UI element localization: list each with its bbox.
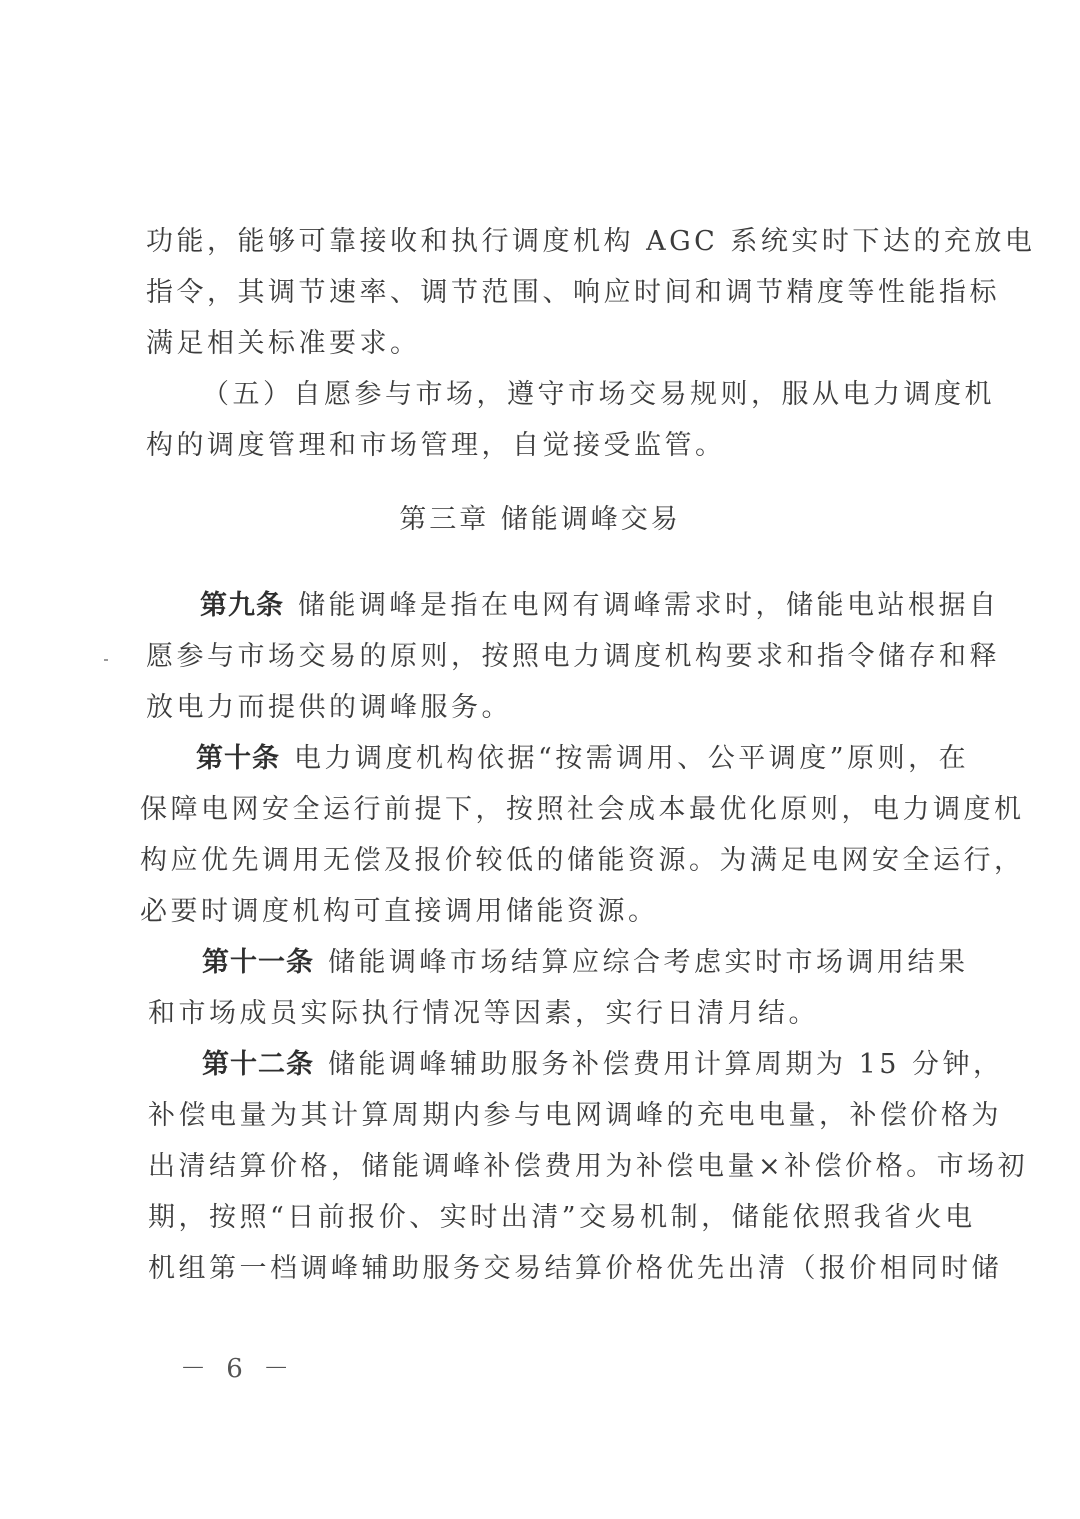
- paragraph-line: 和市场成员实际执行情况等因素，实行日清月结。: [148, 998, 819, 1029]
- article-text: 储能调峰是指在电网有调峰需求时，储能电站根据自: [298, 590, 1000, 621]
- article-text: 储能调峰辅助服务补偿费用计算周期为 15 分钟，: [328, 1049, 1004, 1080]
- paragraph-line: 功能，能够可靠接收和执行调度机构 AGC 系统实时下达的充放电: [146, 226, 1036, 257]
- paragraph-line: 必要时调度机构可直接调用储能资源。: [140, 896, 659, 927]
- article-10-heading: 第十条: [196, 743, 280, 774]
- article-11-heading: 第十一条: [202, 947, 314, 978]
- paragraph-line: 构的调度管理和市场管理，自觉接受监管。: [146, 430, 726, 461]
- article-9-heading: 第九条: [200, 590, 284, 621]
- article-10-first-line: [196, 739, 970, 779]
- article-9-first-line: [200, 586, 1000, 626]
- paragraph-line: 机组第一档调峰辅助服务交易结算价格优先出清（报价相同时储: [148, 1253, 1002, 1284]
- paragraph-line: 出清结算价格，储能调峰补偿费用为补偿电量×补偿价格。市场初: [148, 1151, 1029, 1182]
- chapter-title: 第三章 储能调峰交易: [399, 504, 681, 535]
- article-text: 储能调峰市场结算应综合考虑实时市场调用结果: [328, 947, 969, 978]
- paragraph-line: 放电力而提供的调峰服务。: [146, 692, 512, 723]
- paragraph-line: （五）自愿参与市场，遵守市场交易规则，服从电力调度机: [202, 379, 995, 410]
- paragraph-line: 构应优先调用无偿及报价较低的储能资源。为满足电网安全运行，: [140, 845, 1025, 876]
- article-text: 电力调度机构依据“按需调用、公平调度”原则，在: [294, 743, 970, 774]
- article-12-first-line: [202, 1045, 1004, 1085]
- paragraph-line: 补偿电量为其计算周期内参与电网调峰的充电电量，补偿价格为: [148, 1100, 1002, 1131]
- paragraph-line: 期，按照“日前报价、实时出清”交易机制，储能依照我省火电: [148, 1202, 976, 1233]
- article-12-heading: 第十二条: [202, 1049, 314, 1080]
- margin-mark: [104, 659, 108, 661]
- page-number: － 6 －: [180, 1354, 296, 1384]
- paragraph-line: 指令，其调节速率、调节范围、响应时间和调节精度等性能指标: [146, 277, 1000, 308]
- paragraph-line: 愿参与市场交易的原则，按照电力调度机构要求和指令储存和释: [146, 641, 1000, 672]
- article-11-first-line: [202, 943, 969, 983]
- paragraph-line: 满足相关标准要求。: [146, 328, 421, 359]
- paragraph-line: 保障电网安全运行前提下，按照社会成本最优化原则，电力调度机: [140, 794, 1025, 825]
